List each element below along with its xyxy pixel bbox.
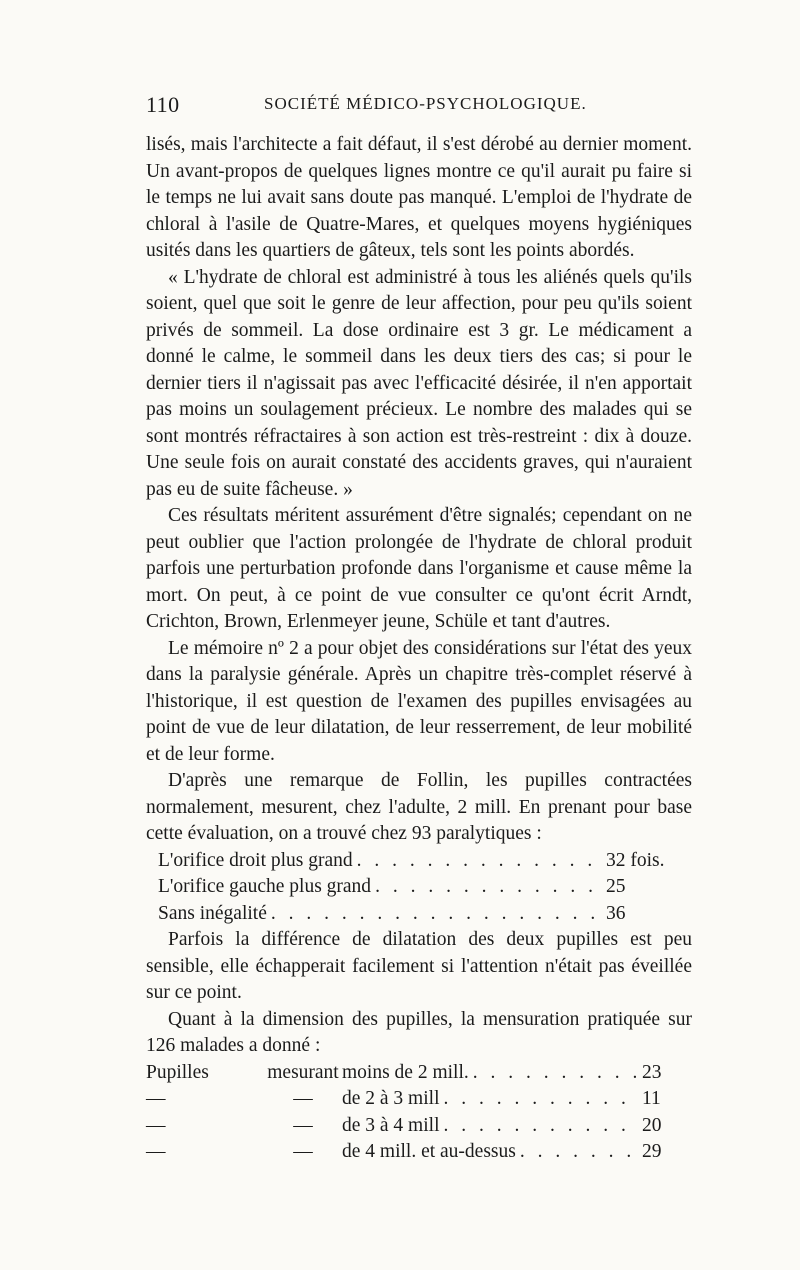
table-row	[146, 1060, 692, 1087]
table-row	[146, 874, 692, 901]
pupil-size-table	[146, 1060, 692, 1166]
table-row	[146, 1139, 692, 1166]
row-value: 36	[606, 902, 626, 924]
pupil-inequality-table	[146, 848, 692, 928]
leader-dots	[439, 1113, 636, 1140]
row-subject: —	[146, 1088, 166, 1109]
leader-dots	[439, 1086, 636, 1113]
paragraph-3: Ces résultats méritent assurément d'être signalés; cependant on ne peut oublier que l'action prolongée de l'hydrate de chloral produit parfois une perturbation profonde dans l'organisme et cause même la mort. On peut, à ce point de vue consulter ce qu'ont écrit Arndt, Crichton, Brown, Erlenmeyer jeune, Schüle et tant d'autres.	[146, 505, 692, 632]
row-subject: —	[146, 1141, 166, 1162]
running-title: SOCIÉTÉ MÉDICO-PSYCHOLOGIQUE.	[264, 94, 587, 113]
paragraph-2: « L'hydrate de chloral est administré à tous les aliénés quels qu'ils soient, quel que soit le genre de leur affection, pour peu qu'ils soient privés de sommeil. La dose ordinaire est 3 gr. Le médicament a donné le calme, le sommeil dans les deux tiers des cas; si pour le dernier tiers il n'agissait pas avec l'efficacité désirée, il n'en apportait pas moins un soulagement précieux. Le nombre des malades qui se sont montrés réfractaires à son action est très-restreint : dix à douze. Une seule fois on aurait constaté des accidents graves, qui n'auraient pas eu de suite fâcheuse. »	[146, 266, 692, 500]
row-label: L'orifice gauche plus grand	[158, 876, 372, 897]
row-value: 11	[642, 1088, 661, 1109]
row-subject: —	[146, 1114, 166, 1136]
table-row	[146, 1086, 692, 1113]
leader-dots	[267, 901, 600, 928]
paragraph-5: D'après une remarque de Follin, les pupilles contractées normalement, mesurent, chez l'adulte, 2 mill. En prenant pour base cette évaluation, on a trouvé chez 93 paralytiques :	[146, 770, 692, 844]
row-verb: —	[293, 1141, 313, 1162]
leader-dots	[371, 874, 600, 901]
body-text	[146, 132, 692, 1166]
paragraph-6: Parfois la différence de dilatation des deux pupilles est peu sensible, elle échapperait facilement si l'attention n'était pas éveillée sur ce point.	[146, 929, 692, 1003]
row-subject: Pupilles	[146, 1061, 209, 1083]
row-value: 32 fois.	[606, 849, 665, 871]
page-number: 110	[146, 92, 180, 117]
row-value: 25	[606, 876, 626, 897]
table-row	[146, 848, 692, 875]
page-header	[146, 92, 696, 122]
paragraph-4: Le mémoire nº 2 a pour objet des considérations sur l'état des yeux dans la paralysie générale. Après un chapitre très-complet réservé à l'historique, il est question de l'examen des pupilles envisagées au point de vue de leur dilatation, de leur resserrement, de leur mobilité et de leur forme.	[146, 637, 692, 765]
paragraph-7: Quant à la dimension des pupilles, la mensuration pratiquée sur 126 malades a donné :	[146, 1008, 692, 1056]
leader-dots	[516, 1139, 636, 1166]
row-label: de 4 mill. et au-dessus	[342, 1141, 516, 1162]
row-value: 20	[642, 1114, 662, 1136]
row-verb: mesurant	[267, 1061, 339, 1083]
row-label: L'orifice droit plus grand	[158, 849, 353, 871]
row-verb: —	[293, 1114, 313, 1136]
row-label: de 2 à 3 mill	[342, 1088, 440, 1109]
row-value: 23	[642, 1061, 662, 1083]
table-row	[146, 1113, 692, 1140]
row-label: Sans inégalité	[158, 902, 267, 924]
leader-dots	[353, 848, 600, 875]
table-row	[146, 901, 692, 928]
row-label: moins de 2 mill.	[342, 1061, 469, 1083]
row-label: de 3 à 4 mill	[342, 1114, 440, 1136]
row-value: 29	[642, 1141, 662, 1162]
paragraph-1: lisés, mais l'architecte a fait défaut, il s'est dérobé au dernier moment. Un avant-propos de quelques lignes montre ce qu'il aurait pu faire si le temps ne lui avait sans doute pas manqué. L'emploi de l'hydrate de chloral à l'asile de Quatre-Mares, et quelques moyens hygiéniques usités dans les quartiers de gâteux, tels sont les points abordés.	[146, 134, 692, 261]
leader-dots	[469, 1060, 636, 1087]
row-verb: —	[293, 1088, 313, 1109]
